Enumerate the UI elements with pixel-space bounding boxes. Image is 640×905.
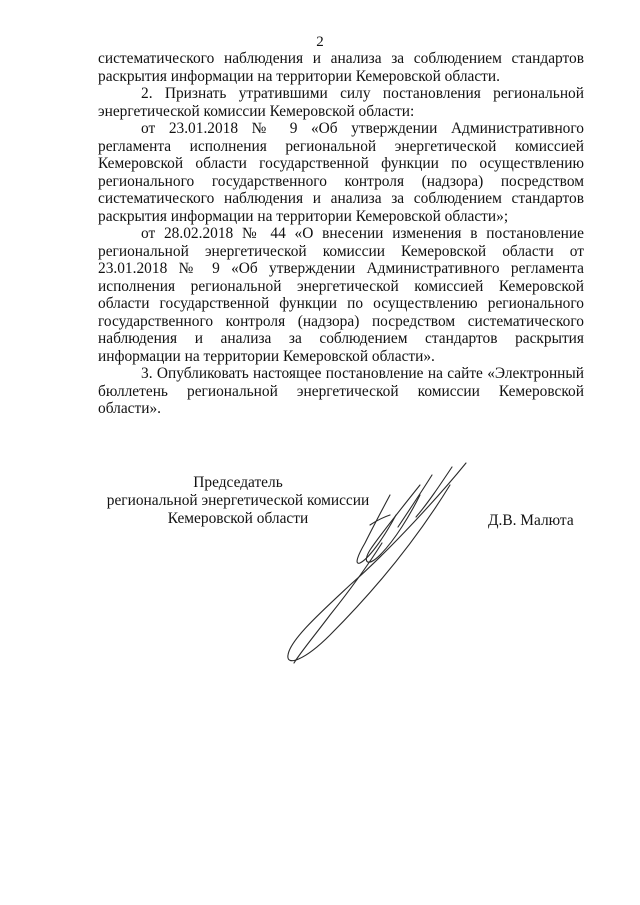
page-number: 2 bbox=[316, 34, 324, 50]
paragraph-continuation: систематического наблюдения и анализа за соблюдением стандартов раскрытия информации на территории Кемеровской области. bbox=[98, 50, 584, 85]
document-body bbox=[98, 50, 584, 418]
signatory-name: Д.В. Малюта bbox=[488, 512, 574, 529]
signatory-title-line: Председатель bbox=[193, 474, 283, 491]
paragraph-repealed-act-2: от 28.02.2018 № 44 «О внесении изменения в постановление региональной энергетической комиссии Кемеровской области от 23.01.2018 № 9 «Об утверждении Административного регламента исполнения региональной энергетической комиссией Кемеровской области государственной функции по осуществлению регионального государственного контроля (надзора) посредством систематического наблюдения и анализа за соблюдением стандартов раскрытия информации на территории Кемеровской области». bbox=[98, 225, 584, 365]
paragraph-item-2: 2. Признать утратившими силу постановления региональной энергетической комиссии Кемеровской области: bbox=[98, 85, 584, 120]
paragraph-item-3: 3. Опубликовать настоящее постановление на сайте «Электронный бюллетень региональной энергетической комиссии Кемеровской области». bbox=[98, 365, 584, 417]
handwritten-signature bbox=[270, 455, 470, 670]
signatory-title-line: региональной энергетической комиссии bbox=[106, 492, 370, 509]
signatory-title-line: Кемеровской области bbox=[167, 510, 309, 527]
paragraph-repealed-act-1: от 23.01.2018 № 9 «Об утверждении Административного регламента исполнения региональной энергетической комиссией Кемеровской области государственной функции по осуществлению регионального государственного контроля (надзора) посредством систематического наблюдения и анализа за соблюдением стандартов раскрытия информации на территории Кемеровской области»; bbox=[98, 120, 584, 225]
